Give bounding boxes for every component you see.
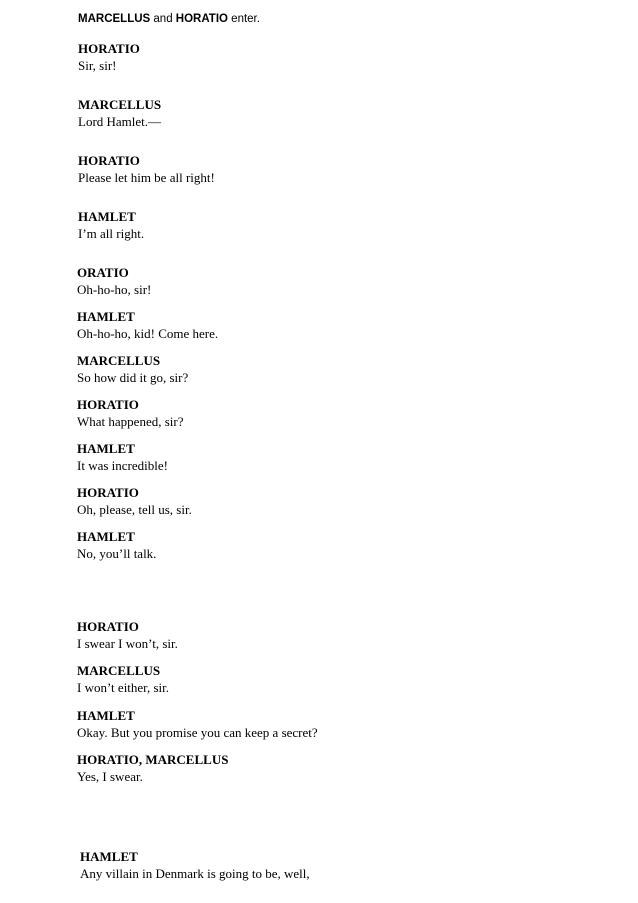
dialogue-line: [78, 97, 161, 130]
speaker-name: HAMLET: [77, 529, 135, 544]
stage-direction-name-horatio: HORATIO: [175, 13, 228, 25]
speaker-name: HAMLET: [77, 441, 135, 456]
dialogue-line: [77, 441, 168, 474]
stage-direction-verb: enter.: [231, 13, 260, 25]
dialogue-text: Any villain in Denmark is going to be, well,: [80, 866, 310, 881]
dialogue-line: [80, 849, 310, 882]
dialogue-text: Oh, please, tell us, sir.: [77, 502, 192, 517]
stage-direction-conjunction: and: [153, 13, 173, 25]
speaker-name: HAMLET: [77, 309, 135, 324]
dialogue-line: [77, 397, 183, 430]
speaker-name: HORATIO: [77, 397, 139, 412]
dialogue-text: No, you’ll talk.: [77, 546, 157, 561]
dialogue-line: [77, 485, 192, 518]
speaker-name: HORATIO: [77, 619, 139, 634]
dialogue-line: [77, 708, 318, 741]
dialogue-text: Oh-ho-ho, sir!: [77, 282, 152, 297]
dialogue-text: Okay. But you promise you can keep a secret?: [77, 725, 318, 740]
dialogue-text: Sir, sir!: [78, 58, 117, 73]
speaker-name: HORATIO: [78, 153, 140, 168]
dialogue-text: Yes, I swear.: [77, 769, 143, 784]
dialogue-text: What happened, sir?: [77, 414, 184, 429]
speaker-name: MARCELLUS: [77, 353, 161, 368]
dialogue-text: I swear I won’t, sir.: [77, 636, 178, 651]
dialogue-line: [77, 529, 156, 562]
speaker-name: HORATIO: [77, 485, 139, 500]
dialogue-text: Please let him be all right!: [78, 170, 215, 185]
dialogue-text: Oh-ho-ho, kid! Come here.: [77, 326, 219, 341]
dialogue-text: I’m all right.: [78, 226, 145, 241]
stage-direction-name-marcellus: MARCELLUS: [78, 13, 151, 25]
speaker-name: ORATIO: [77, 265, 129, 280]
speaker-name: HAMLET: [77, 708, 135, 723]
speaker-name: MARCELLUS: [78, 97, 162, 112]
dialogue-line: [77, 752, 228, 785]
dialogue-text: Lord Hamlet.—: [78, 114, 162, 129]
speaker-name: HORATIO: [78, 41, 140, 56]
speaker-name: HAMLET: [80, 849, 138, 864]
speaker-name: HAMLET: [78, 209, 136, 224]
dialogue-line: [78, 209, 144, 242]
dialogue-line: [78, 153, 215, 186]
dialogue-text: So how did it go, sir?: [77, 370, 189, 385]
dialogue-line: [77, 619, 178, 652]
dialogue-line: [77, 265, 151, 298]
dialogue-text: It was incredible!: [77, 458, 168, 473]
dialogue-line: [77, 309, 218, 342]
speaker-name: MARCELLUS: [77, 663, 161, 678]
dialogue-line: [78, 41, 140, 74]
stage-direction: [78, 12, 260, 26]
dialogue-line: [77, 663, 169, 696]
dialogue-line: [77, 353, 188, 386]
dialogue-text: I won’t either, sir.: [77, 680, 170, 695]
speaker-name: HORATIO, MARCELLUS: [77, 752, 229, 767]
